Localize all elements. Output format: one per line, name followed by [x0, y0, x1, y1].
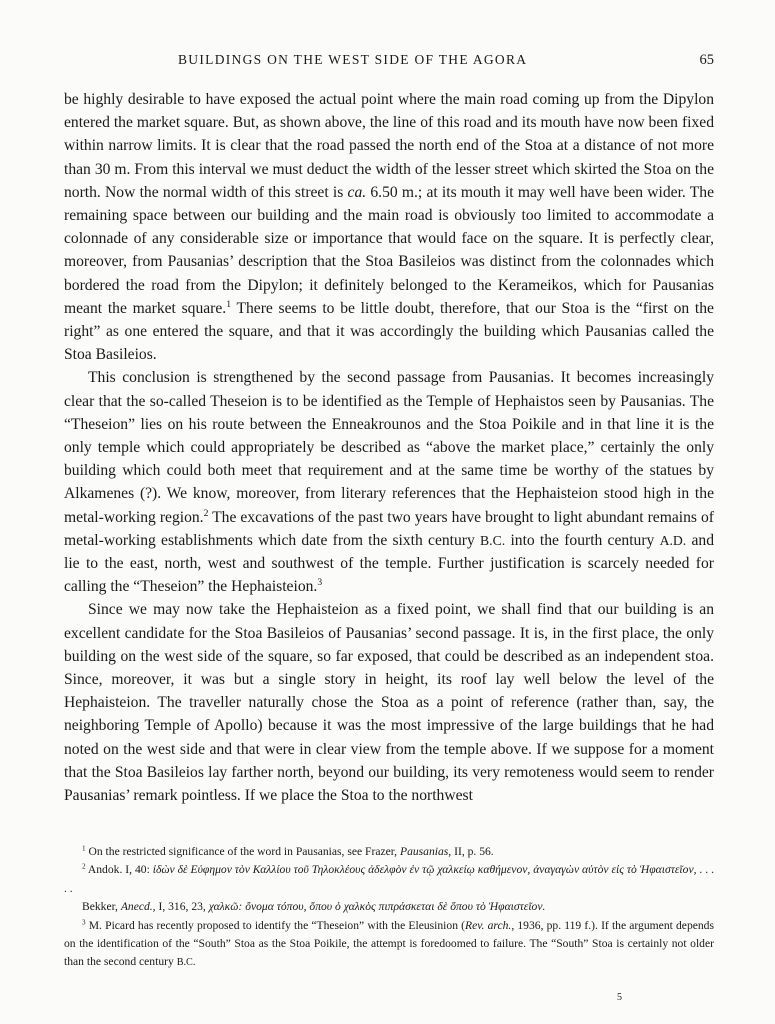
footnote-1: $^1$ On the restricted significance of the word in Pausanias, see Frazer, Pausanias, II, p. 56. [82, 844, 494, 858]
page-number: 65 [699, 52, 714, 68]
paragraph-2: This conclusion is strengthened by the second passage from Pausanias. It becomes increasingly clear that the so-called Theseion is to be identified as the Temple of Hephaistos seen by Pausanias. The “Theseion” lies on his route between the Enneakrounos and the Stoa Poikile and in that line it is the only temple which could appropriately be described as “above the market place,” certainly the only building which could both meet that requirement and at the same time be worthy of the statues by Alkamenes (?). We know, moreover, from literary references that the Hephaisteion stood high in the metal-working region.$^2$ The excavations of the past two years have brought to light abundant remains of metal-working establishments which date from the sixth century B.C. into the fourth century A.D. and lie to the east, north, west and southwest of the temple. Further justification is scarcely needed for calling the “Theseion” the Hephaisteion.$^3$ [64, 369, 714, 596]
ca-abbrev: ca. [347, 183, 367, 201]
footnote-3: $^3$ M. Picard has recently proposed to identify the “Theseion” with the Eleusinion (Rev. arch., 1936, pp. 119 f.). If the argument depends on the identification of the “South” Stoa as the Stoa Poikile, the attempt is foredoomed to failure. The “South” Stoa is certainly not older than the second century B.C. [64, 918, 714, 969]
footnote-2: $^2$ Andok. I, 40: ἰδὼν δὲ Εὐφημον τὸν Καλλίου τοῦ Τηλοκλέους ἀδελφὸν ἐν τῷ χαλκείῳ καθήμενον, ἀναγαγὼν αὐτὸν εἰς τὸ Ἡφαιστεῖον, . . . . . [64, 863, 715, 895]
main-text [64, 88, 714, 807]
running-head: BUILDINGS ON THE WEST SIDE OF THE AGORA [178, 52, 528, 67]
footnotes [64, 843, 714, 973]
signature-mark: 5 [617, 992, 622, 1003]
paragraph-3: Since we may now take the Hephaisteion as a fixed point, we shall find that our building is an excellent candidate for the Stoa Basileios of Pausanias’ second passage. It is, in the first place, the only building on the west side of the square, so far exposed, that could be described as an independent stoa. Since, moreover, it was but a single story in height, its roof lay well below the level of the Hephaisteion. The traveller naturally chose the Stoa as a point of reference (rather than, say, the neighboring Temple of Apollo) because it was the most impressive of the large buildings that he had noted on the west side and that were in clear view from the temple above. If we suppose for a moment that the Stoa Basileios lay farther north, beyond our building, its very remoteness would seem to render Pausanias’ remark pointless. If we place the Stoa to the northwest [64, 601, 714, 805]
footnote-ref-1[interactable]: 1 [226, 299, 232, 311]
page-header [64, 52, 714, 74]
footnote-ref-2[interactable]: 2 [203, 507, 209, 519]
footnote-2-continued: Bekker, Anecd., I, 316, 23, χαλκῶ: ὄνομα τόπου, ὅπου ὁ χαλκὸς πιπράσκεται δὲ ὅπου τὸ Ἡφαιστεῖον. [82, 900, 546, 914]
footnote-ref-3[interactable]: 3 [317, 577, 323, 589]
paragraph-1: be highly desirable to have exposed the actual point where the main road coming up from the Dipylon entered the market square. But, as shown above, the line of this road and its mouth have now been fixed within narrow limits. It is clear that the road passed the north end of the Stoa at a distance of not more than 30 m. From this interval we must deduct the width of the lesser street which skirted the Stoa on the north. Now the normal width of this street is ca. 6.50 m.; at its mouth it may well have been wider. The remaining space between our building and the main road is obviously too limited to accommodate a colonnade of any considerable size or importance that would face on the square. It is perfectly clear, moreover, from Pausanias’ description that the Stoa Basileios was distinct from the colonnades which bordered the road from the Dipylon; it definitely belonged to the Kerameikos, which for Pausanias meant the market square.$^1$ There seems to be little doubt, therefore, that our Stoa is the “first on the right” as one entered the square, and that it was accordingly the building which Pausanias called the Stoa Basileios. [64, 91, 714, 364]
